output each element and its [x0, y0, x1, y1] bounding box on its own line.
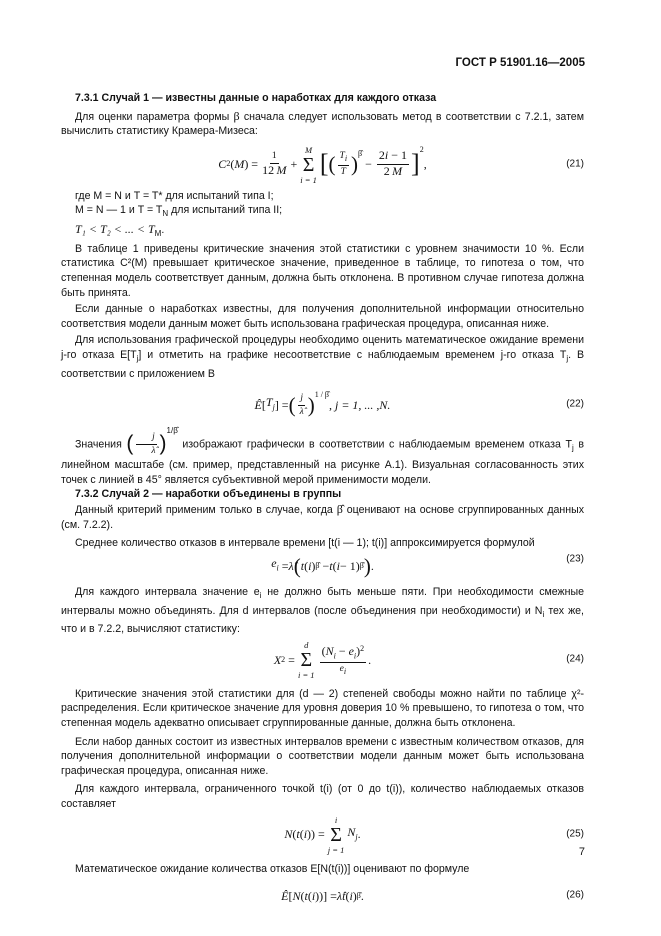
- paragraph: Если данные о наработках известны, для получения дополнительной информации относительно соответствия модели данным может быть использована графическая процедура, описанная ниже.: [61, 303, 584, 330]
- equation-22: Ê [ $T_j$ ] = ( $\frac{j}{\lambdâ}$ ) $^{1 / \betâ}$ , j = 1, ... ,N. (22): [254, 389, 584, 417]
- equation-23: $e_i$ = λ̂ ( t ( i ) β̂ − t ( i − 1) β̂ ) . (23): [271, 553, 584, 578]
- page-number: 7: [578, 846, 585, 858]
- paragraph: Если набор данных состоит из известных интервалов времени с известным количеством отказов, для получения дополнительной информации о соответствии модели данным может быть использована графическая процедура, описанная ниже.: [61, 735, 584, 777]
- equation-number: (26): [566, 889, 584, 901]
- paragraph: Критические значения этой статистики для (d — 2) степеней свободы можно найти по таблице χ²- распределения. Если критическое значение для уровня доверия 10 % превышено, то гипотеза о том, что степенная модель адекватно описывает сгруппированные данные, должна быть отклонена.: [61, 687, 584, 729]
- equation-number: (25): [566, 828, 584, 840]
- paragraph: Для оценки параметра формы β сначала следует использовать метод в соответствии с 7.2.1, затем вычислить статистику Крамера-Мизеса:: [61, 108, 584, 138]
- page-content: [61, 91, 584, 912]
- section-heading-7-3-1: 7.3.1 Случай 1 — известны данные о наработках для каждого отказа: [75, 92, 437, 104]
- equation-25: N ( t ( i )) = i Σ j = 1 $N_j$ . (25): [284, 814, 584, 855]
- condition-line: где M = N и T = T* для испытаний типа I;: [75, 189, 274, 202]
- condition-line: T₁ < T₂ < ... < $T_M$.: [75, 222, 165, 239]
- paragraph: Среднее количество отказов в интервале времени [t(i — 1); t(i)] аппроксимируется формулой: [75, 537, 535, 550]
- equation-21: C 2 ( M ) = $\frac{1}{12 M}$ + M Σ i = 1 [ ( $\frac{T_i}{T}$ ) $^{\betâ}$ − $\frac{2i - 1}{2 M}$ ] $^2$ , (21): [218, 144, 584, 185]
- paragraph: Математическое ожидание количества отказов E[N(t(i))] оценивают по формуле: [75, 862, 470, 875]
- equation-number: (24): [566, 653, 584, 665]
- paragraph: Для использования графической процедуры необходимо оценить математическое ожидание времени j-го отказа $E[T_j]$ и отметить на графике несоответствие с наблюдаемым временем j-го отказа $T_j$. В соответствии с приложением В: [61, 334, 585, 380]
- equation-26: Ê [ N ( t ( i ))] = λ̂t ( i ) β̂ . (26): [281, 888, 584, 903]
- equation-number: (23): [566, 553, 584, 565]
- standard-header: ГОСТ Р 51901.16—2005: [455, 57, 585, 69]
- equation-number: (21): [566, 158, 584, 170]
- paragraph: Данный критерий применим только в случае, когда β̂ оценивают на основе сгруппированных данных (см. 7.2.2).: [61, 502, 585, 531]
- paragraph: Для каждого интервала значение $e_i$ не должно быть меньше пяти. При необходимости смежные интервалы можно объединять. Для d интервалов (после объединения при необходимости) и $N_i$ тех же, что и в 7.2.2, вычисляют статистику:: [61, 585, 585, 636]
- condition-line: M = N — 1 и $T = T_N$ для испытаний типа II;: [75, 204, 283, 219]
- paragraph: Для каждого интервала, ограниченного точкой t(i) (от 0 до t(i)), количество наблюдаемых отказов составляет: [61, 783, 584, 810]
- equation-24: X 2 = d Σ i = 1 $\frac{(N_i - e_i)^2}{e_i}$ . (24): [273, 639, 584, 680]
- equation-number: (22): [566, 398, 584, 410]
- paragraph: Значения ( $\frac{j}{\lambdâ}$ )$^{1/\betâ}$ изображают графически в соответствии с наблюдаемым временем отказа $T_j$ в линейном масштабе (см. пример, представленный на рисунке А.1). Визуальная согласованность этих точек с линией в 45° является субъективной мерой применимости модели.: [61, 426, 584, 486]
- paragraph: В таблице 1 приведены критические значения этой статистики с уровнем значимости 10 %. Если статистика C²(M) превышает критическое значение, приведенное в таблице, то гипотеза о том, что степенная модель соответствует данным, должна быть отклонена. В противном случае гипотеза должна быть принята.: [61, 242, 584, 299]
- section-heading-7-3-2: 7.3.2 Случай 2 — наработки объединены в группы: [75, 488, 342, 501]
